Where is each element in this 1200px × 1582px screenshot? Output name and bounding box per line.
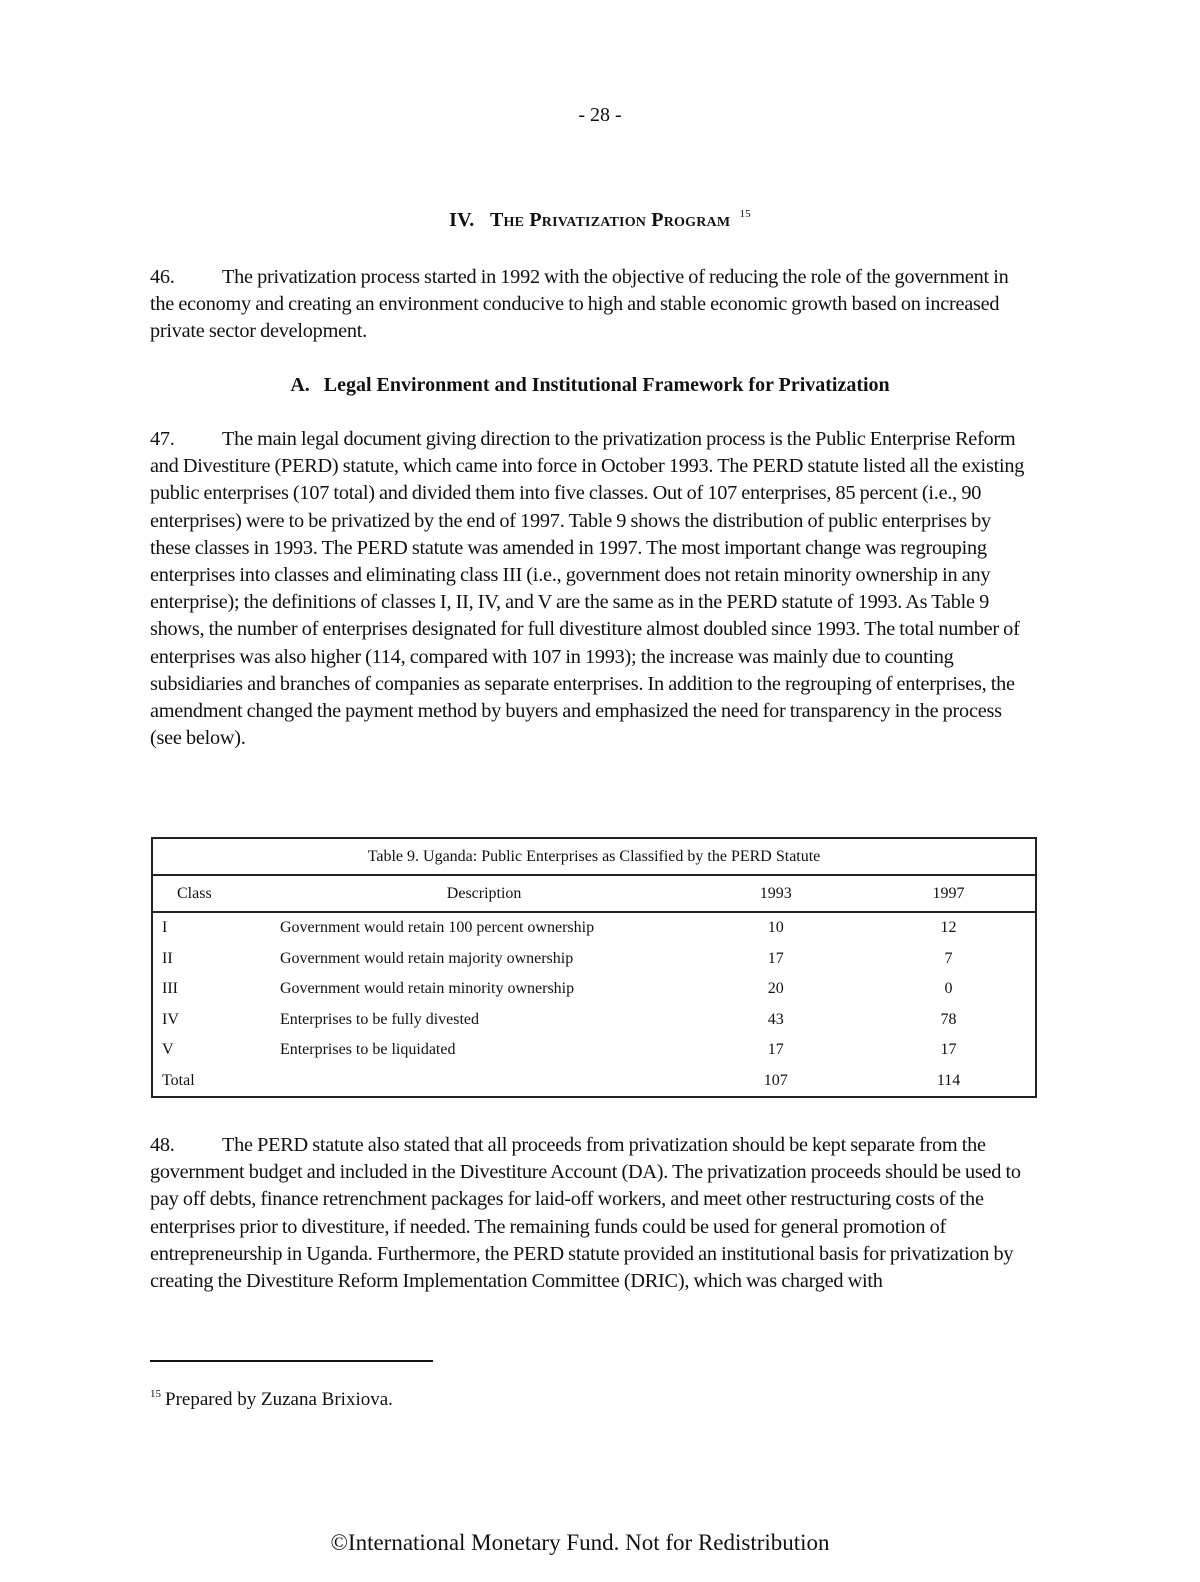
cell-1997: 0 — [944, 980, 953, 998]
cell-1993: 10 — [767, 919, 784, 937]
subsection-letter: A. — [290, 374, 310, 396]
table-title: Table 9. Uganda: Public Enterprises as Classified by the PERD Statute — [153, 839, 1035, 875]
footnote — [150, 1388, 393, 1411]
cell-class: IV — [162, 1010, 179, 1028]
cell-1997: 12 — [940, 919, 957, 937]
table-row — [153, 974, 1035, 1005]
paragraph-text: The main legal document giving direction to the privatization process is the Public Enterprise Reform and Divestiture (PERD) statute, which came into force in October 1993. The PERD statute listed all the existing public enterprises (107 total) and divided them into five classes. Out of 107 enterprises, 85 percent (i.e., 90 enterprises) were to be privatized by the end of 1997. Table 9 shows the distribution of public enterprises by these classes in 1993. The PERD statute was amended in 1997. The most important change was regrouping enterprises into classes and eliminating class III (i.e., government does not retain minority ownership in any enterprise); the definitions of classes I, II, IV, and V are the same as in the PERD statute of 1993. As Table 9 shows, the number of enterprises designated for full divestiture almost doubled since 1993. The total number of enterprises was also higher (114, compared with 107 in 1993); the increase was mainly due to counting subsidiaries and branches of companies as separate enterprises. In addition to the regrouping of enterprises, the amendment changed the payment method by buyers and emphasized the need for transparency in the process (see below). — [150, 428, 1025, 750]
table-row — [153, 912, 1035, 944]
header-1993: 1993 — [689, 875, 862, 912]
cell-description: Government would retain 100 percent ownership — [279, 919, 595, 937]
cell-description — [274, 1066, 689, 1097]
header-class: Class — [153, 875, 274, 912]
cell-description: Enterprises to be fully divested — [279, 1010, 480, 1028]
cell-class: II — [162, 949, 173, 967]
cell-1993: 107 — [763, 1071, 788, 1089]
cell-1993: 17 — [767, 949, 784, 967]
copyright-watermark: ©International Monetary Fund. Not for Redistribution — [330, 1530, 830, 1555]
section-heading — [0, 208, 1200, 232]
cell-1997: 7 — [944, 949, 953, 967]
footnote-marker: 15 — [150, 1388, 161, 1400]
paragraph-46 — [150, 264, 1030, 346]
paragraph-number: 48. — [150, 1134, 175, 1156]
footnote-reference[interactable]: 15 — [739, 208, 751, 220]
subsection-title: Legal Environment and Institutional Framework for Privatization — [323, 374, 890, 396]
paragraph-number: 46. — [150, 266, 175, 288]
table-total-row — [153, 1066, 1035, 1097]
table-9 — [151, 837, 1037, 1098]
cell-1997: 114 — [936, 1071, 961, 1089]
cell-1993: 20 — [767, 980, 784, 998]
cell-1997: 17 — [940, 1041, 957, 1059]
cell-description: Government would retain majority ownership — [279, 949, 574, 967]
table-header-row — [153, 875, 1035, 912]
table-row — [153, 944, 1035, 975]
cell-description: Enterprises to be liquidated — [279, 1041, 456, 1059]
cell-1993: 17 — [767, 1041, 784, 1059]
footnote-divider — [150, 1360, 433, 1362]
footnote-text: Prepared by Zuzana Brixiova. — [165, 1389, 393, 1410]
cell-1997: 78 — [940, 1010, 957, 1028]
table-row — [153, 1005, 1035, 1036]
section-title-text: The Privatization Program — [490, 209, 731, 231]
paragraph-48 — [150, 1132, 1030, 1295]
paragraph-47 — [150, 426, 1030, 752]
cell-class: I — [162, 919, 168, 937]
paragraph-text: The privatization process started in 1992 with the objective of reducing the role of the government in the economy and creating an environment conducive to high and stable economic growth based on increased private sector development. — [150, 266, 1009, 343]
cell-class: V — [162, 1041, 174, 1059]
cell-class: Total — [162, 1071, 195, 1089]
section-numeral: IV. — [449, 209, 475, 231]
subsection-heading — [0, 374, 1180, 397]
paragraph-text: The PERD statute also stated that all proceeds from privatization should be kept separate from the government budget and included in the Divestiture Account (DA). The privatization proceeds should be used to pay off debts, finance retrenchment packages for laid-off workers, and meet other restructuring costs of the enterprises prior to divestiture, if needed. The remaining funds could be used for general promotion of entrepreneurship in Uganda. Furthermore, the PERD statute provided an institutional basis for privatization by creating the Divestiture Reform Implementation Committee (DRIC), which was charged with — [150, 1134, 1021, 1293]
header-description: Description — [274, 875, 689, 912]
cell-1993: 43 — [767, 1010, 784, 1028]
page-number: - 28 - — [578, 104, 622, 126]
table-row — [153, 1035, 1035, 1066]
cell-class: III — [162, 980, 178, 998]
paragraph-number: 47. — [150, 428, 175, 450]
header-1997: 1997 — [862, 875, 1035, 912]
cell-description: Government would retain minority ownership — [279, 980, 575, 998]
